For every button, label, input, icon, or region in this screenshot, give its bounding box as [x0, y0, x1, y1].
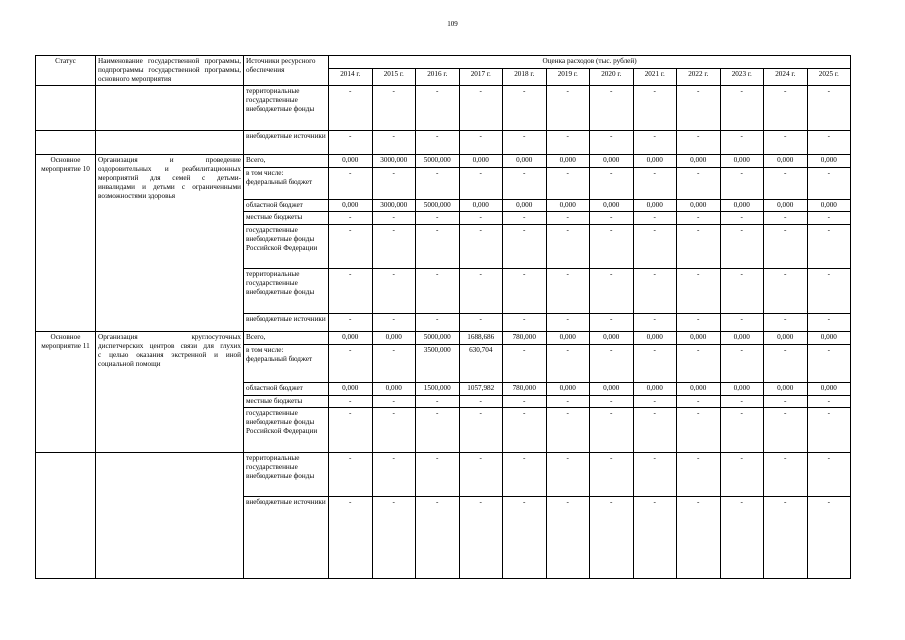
value-cell: 780,000 — [503, 383, 547, 395]
value-cell: 0,000 — [503, 199, 547, 211]
value-cell: - — [807, 269, 851, 314]
value-cell: - — [459, 497, 503, 579]
value-cell: - — [764, 130, 808, 155]
source-cell: территориальные государственные внебюджетные фонды — [244, 86, 329, 131]
value-cell: - — [590, 497, 634, 579]
name-line: оздоровительных и реабилитационных — [98, 165, 241, 174]
value-cell: - — [503, 452, 547, 497]
value-cell: - — [590, 313, 634, 332]
value-cell: 0,000 — [590, 155, 634, 167]
value-cell: 0,000 — [720, 199, 764, 211]
value-cell: - — [590, 452, 634, 497]
value-cell: - — [764, 313, 808, 332]
value-cell: - — [677, 167, 721, 199]
name-line: мероприятий для семей с детьми- — [98, 174, 241, 183]
value-cell: - — [807, 212, 851, 224]
value-cell: - — [546, 86, 590, 131]
value-cell: - — [459, 408, 503, 453]
value-cell: 0,000 — [546, 383, 590, 395]
value-cell: - — [329, 212, 373, 224]
value-cell: 0,000 — [546, 155, 590, 167]
value-cell: - — [590, 269, 634, 314]
value-cell: - — [590, 224, 634, 269]
value-cell: - — [546, 269, 590, 314]
value-cell: - — [677, 269, 721, 314]
value-cell: - — [720, 497, 764, 579]
value-cell: - — [720, 224, 764, 269]
header-year: 2019 г. — [546, 69, 590, 86]
name-cell — [96, 155, 244, 332]
value-cell: - — [764, 167, 808, 199]
source-cell: государственные внебюджетные фонды Российской Федерации — [244, 408, 329, 453]
source-cell: территориальные государственные внебюджетные фонды — [244, 452, 329, 497]
value-cell: - — [459, 212, 503, 224]
value-cell: - — [329, 86, 373, 131]
value-cell: - — [416, 86, 460, 131]
value-cell: - — [329, 344, 373, 382]
source-cell: государственные внебюджетные фонды Российской Федерации — [244, 224, 329, 269]
value-cell: - — [416, 408, 460, 453]
source-cell: местные бюджеты — [244, 212, 329, 224]
value-cell: - — [546, 313, 590, 332]
value-cell: 0,000 — [720, 332, 764, 344]
name-cell — [96, 86, 244, 131]
value-cell: - — [764, 224, 808, 269]
value-cell: - — [416, 167, 460, 199]
value-cell: - — [633, 269, 677, 314]
value-cell: - — [677, 130, 721, 155]
value-cell: - — [503, 212, 547, 224]
value-cell: - — [329, 497, 373, 579]
source-cell: в том числе: федеральный бюджет — [244, 167, 329, 199]
value-cell: - — [503, 344, 547, 382]
value-cell: 0,000 — [807, 383, 851, 395]
name-cell — [96, 332, 244, 452]
value-cell: - — [677, 497, 721, 579]
value-cell: - — [416, 130, 460, 155]
value-cell: 0,000 — [764, 199, 808, 211]
value-cell: 0,000 — [633, 383, 677, 395]
header-year: 2022 г. — [677, 69, 721, 86]
value-cell: - — [590, 395, 634, 407]
value-cell: 3500,000 — [416, 344, 460, 382]
value-cell: - — [372, 224, 416, 269]
value-cell: - — [677, 86, 721, 131]
value-cell: - — [372, 269, 416, 314]
value-cell: 1500,000 — [416, 383, 460, 395]
value-cell: 0,000 — [546, 199, 590, 211]
value-cell: - — [329, 395, 373, 407]
value-cell: - — [459, 313, 503, 332]
value-cell: - — [633, 86, 677, 131]
source-cell: областной бюджет — [244, 383, 329, 395]
value-cell: - — [503, 86, 547, 131]
value-cell: 0,000 — [590, 199, 634, 211]
value-cell: - — [329, 269, 373, 314]
value-cell: - — [329, 167, 373, 199]
value-cell: - — [633, 344, 677, 382]
value-cell: - — [807, 313, 851, 332]
value-cell: - — [807, 130, 851, 155]
value-cell: 5000,000 — [416, 199, 460, 211]
value-cell: - — [807, 86, 851, 131]
value-cell: - — [546, 167, 590, 199]
value-cell: 5000,000 — [416, 332, 460, 344]
value-cell: 0,000 — [633, 332, 677, 344]
value-cell: - — [416, 313, 460, 332]
value-cell: 0,000 — [807, 332, 851, 344]
value-cell: - — [459, 167, 503, 199]
value-cell: - — [372, 167, 416, 199]
value-cell: 0,000 — [633, 155, 677, 167]
value-cell: - — [372, 395, 416, 407]
name-cell — [96, 130, 244, 155]
value-cell: - — [633, 408, 677, 453]
source-cell: внебюджетные источники — [244, 313, 329, 332]
header-year: 2017 г. — [459, 69, 503, 86]
value-cell: - — [720, 212, 764, 224]
value-cell: 0,000 — [329, 199, 373, 211]
value-cell: - — [677, 313, 721, 332]
value-cell: - — [503, 130, 547, 155]
value-cell: - — [503, 408, 547, 453]
value-cell: - — [546, 452, 590, 497]
value-cell: - — [677, 408, 721, 453]
value-cell: - — [416, 224, 460, 269]
resource-table — [35, 55, 851, 579]
value-cell: - — [764, 497, 808, 579]
value-cell: - — [677, 212, 721, 224]
name-line: социальной помощи — [98, 360, 161, 369]
value-cell: - — [720, 313, 764, 332]
value-cell: 0,000 — [764, 155, 808, 167]
value-cell: - — [329, 408, 373, 453]
value-cell: - — [807, 452, 851, 497]
status-cell: Основное мероприятие 11 — [36, 332, 96, 452]
source-cell: местные бюджеты — [244, 395, 329, 407]
name-line: возможностями здоровья — [98, 192, 176, 201]
value-cell: - — [590, 130, 634, 155]
value-cell: - — [503, 167, 547, 199]
value-cell: - — [764, 395, 808, 407]
status-cell — [36, 452, 96, 578]
value-cell: 0,000 — [546, 332, 590, 344]
value-cell: 0,000 — [459, 155, 503, 167]
value-cell: 1057,982 — [459, 383, 503, 395]
value-cell: 0,000 — [329, 155, 373, 167]
value-cell: - — [764, 344, 808, 382]
header-status: Статус — [36, 56, 96, 86]
value-cell: - — [546, 395, 590, 407]
value-cell: 0,000 — [677, 332, 721, 344]
value-cell: - — [546, 130, 590, 155]
value-cell: - — [764, 212, 808, 224]
value-cell: - — [807, 395, 851, 407]
value-cell: - — [633, 212, 677, 224]
value-cell: 0,000 — [329, 332, 373, 344]
value-cell: 0,000 — [372, 332, 416, 344]
table-row — [36, 155, 851, 167]
value-cell: - — [590, 408, 634, 453]
header-sources: Источники ресурсного обеспечения — [244, 56, 329, 86]
value-cell: - — [503, 224, 547, 269]
value-cell: - — [720, 269, 764, 314]
source-cell: Всего, — [244, 155, 329, 167]
value-cell: - — [720, 408, 764, 453]
value-cell: - — [372, 130, 416, 155]
value-cell: - — [503, 313, 547, 332]
value-cell: - — [633, 497, 677, 579]
table-row — [36, 332, 851, 344]
value-cell: 0,000 — [764, 332, 808, 344]
header-year: 2018 г. — [503, 69, 547, 86]
value-cell: - — [546, 497, 590, 579]
value-cell: - — [372, 497, 416, 579]
source-cell: Всего, — [244, 332, 329, 344]
status-cell: Основное мероприятие 10 — [36, 155, 96, 332]
value-cell: - — [677, 224, 721, 269]
value-cell: - — [677, 344, 721, 382]
value-cell: 0,000 — [807, 199, 851, 211]
value-cell: - — [459, 269, 503, 314]
value-cell: 630,704 — [459, 344, 503, 382]
value-cell: - — [372, 344, 416, 382]
value-cell: - — [633, 395, 677, 407]
source-cell: в том числе: федеральный бюджет — [244, 344, 329, 382]
value-cell: - — [720, 395, 764, 407]
header-year: 2020 г. — [590, 69, 634, 86]
header-year: 2021 г. — [633, 69, 677, 86]
value-cell: - — [372, 212, 416, 224]
value-cell: - — [764, 452, 808, 497]
value-cell: - — [764, 269, 808, 314]
table-row — [36, 130, 851, 155]
value-cell: 0,000 — [720, 155, 764, 167]
value-cell: 0,000 — [677, 199, 721, 211]
value-cell: - — [503, 269, 547, 314]
value-cell: 780,000 — [503, 332, 547, 344]
value-cell: - — [546, 344, 590, 382]
value-cell: - — [720, 130, 764, 155]
value-cell: 0,000 — [677, 383, 721, 395]
value-cell: - — [764, 86, 808, 131]
value-cell: - — [764, 408, 808, 453]
table-row — [36, 86, 851, 131]
value-cell: - — [459, 395, 503, 407]
source-cell: внебюджетные источники — [244, 497, 329, 579]
header-year: 2023 г. — [720, 69, 764, 86]
name-line: диспетчерских центров связи для глухих — [98, 342, 241, 351]
value-cell: - — [633, 313, 677, 332]
value-cell: - — [459, 224, 503, 269]
value-cell: - — [459, 452, 503, 497]
value-cell: - — [459, 86, 503, 131]
value-cell: - — [416, 395, 460, 407]
value-cell: - — [590, 212, 634, 224]
value-cell: 0,000 — [720, 383, 764, 395]
value-cell: - — [329, 452, 373, 497]
value-cell: - — [807, 408, 851, 453]
value-cell: 0,000 — [329, 383, 373, 395]
header-year: 2024 г. — [764, 69, 808, 86]
value-cell: 0,000 — [459, 199, 503, 211]
value-cell: 0,000 — [503, 155, 547, 167]
value-cell: - — [677, 395, 721, 407]
value-cell: - — [546, 212, 590, 224]
value-cell: - — [807, 167, 851, 199]
value-cell: - — [720, 167, 764, 199]
source-cell: областной бюджет — [244, 199, 329, 211]
value-cell: - — [590, 86, 634, 131]
value-cell: - — [329, 224, 373, 269]
value-cell: - — [416, 269, 460, 314]
value-cell: - — [633, 130, 677, 155]
header-year: 2025 г. — [807, 69, 851, 86]
name-line: инвалидами и детьми с ограниченными — [98, 183, 241, 192]
value-cell: - — [677, 452, 721, 497]
value-cell: 0,000 — [590, 332, 634, 344]
value-cell: 1688,686 — [459, 332, 503, 344]
value-cell: - — [633, 224, 677, 269]
value-cell: 3000,000 — [372, 199, 416, 211]
value-cell: - — [372, 86, 416, 131]
value-cell: - — [807, 344, 851, 382]
value-cell: - — [329, 130, 373, 155]
value-cell: 0,000 — [764, 383, 808, 395]
header-year: 2014 г. — [329, 69, 373, 86]
value-cell: 0,000 — [633, 199, 677, 211]
value-cell: - — [416, 212, 460, 224]
table-row — [36, 452, 851, 497]
value-cell: - — [720, 86, 764, 131]
value-cell: 5000,000 — [416, 155, 460, 167]
header-name: Наименование государственной программы, подпрограммы государственной программы, основного мероприятия — [96, 56, 244, 86]
value-cell: - — [720, 452, 764, 497]
header-estimate: Оценка расходов (тыс. рублей) — [329, 56, 851, 69]
value-cell: - — [633, 167, 677, 199]
value-cell: - — [372, 313, 416, 332]
name-cell — [96, 452, 244, 578]
status-cell — [36, 86, 96, 131]
value-cell: - — [329, 313, 373, 332]
value-cell: 3000,000 — [372, 155, 416, 167]
value-cell: - — [416, 452, 460, 497]
header-year: 2016 г. — [416, 69, 460, 86]
value-cell: - — [546, 224, 590, 269]
header-year: 2015 г. — [372, 69, 416, 86]
value-cell: - — [416, 497, 460, 579]
value-cell: - — [807, 497, 851, 579]
value-cell: 0,000 — [372, 383, 416, 395]
value-cell: - — [503, 395, 547, 407]
value-cell: - — [720, 344, 764, 382]
source-cell: внебюджетные источники — [244, 130, 329, 155]
value-cell: 0,000 — [677, 155, 721, 167]
value-cell: - — [590, 344, 634, 382]
value-cell: - — [459, 130, 503, 155]
source-cell: территориальные государственные внебюджетные фонды — [244, 269, 329, 314]
value-cell: - — [372, 452, 416, 497]
value-cell: - — [546, 408, 590, 453]
page-number: 109 — [447, 20, 458, 28]
value-cell: 0,000 — [807, 155, 851, 167]
value-cell: - — [372, 408, 416, 453]
value-cell: - — [633, 452, 677, 497]
value-cell: 0,000 — [590, 383, 634, 395]
name-line: Организация и проведение — [98, 156, 241, 165]
status-cell — [36, 130, 96, 155]
value-cell: - — [503, 497, 547, 579]
value-cell: - — [807, 224, 851, 269]
header-row — [36, 56, 851, 69]
value-cell: - — [590, 167, 634, 199]
name-line: с целью оказания экстренной и иной — [98, 351, 241, 360]
name-line: Организация круглосуточных — [98, 333, 241, 342]
